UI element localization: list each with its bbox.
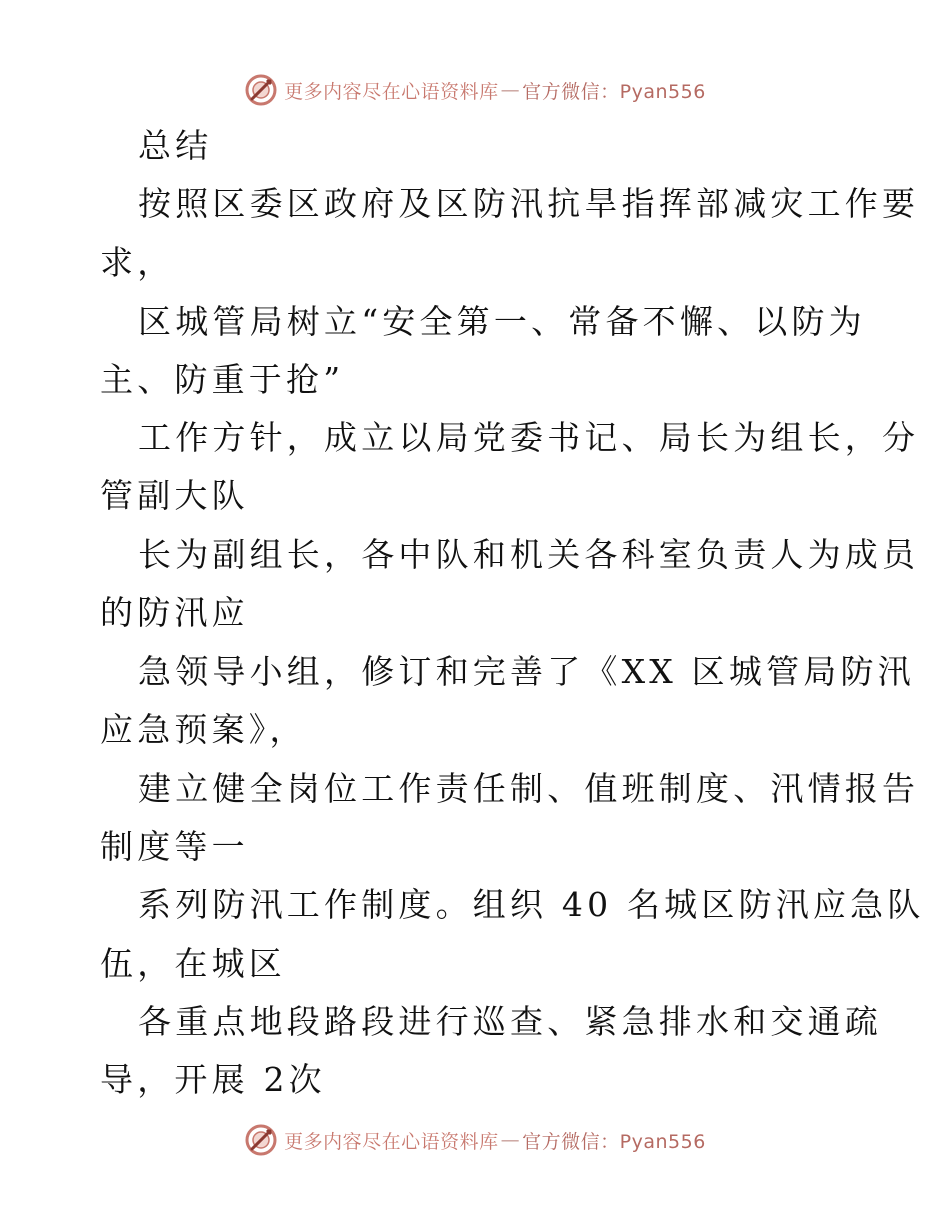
text-line: 急领导小组，修订和完善了《XX 区城管局防汛: [138, 652, 915, 691]
text-line: 管副大队: [100, 476, 249, 515]
text-line: 制度等一: [100, 827, 249, 866]
watermark-text: 更多内容尽在心语资料库: [284, 1130, 499, 1153]
text-line: 应急预案》，: [100, 710, 307, 749]
watermark-wechat: 官方微信：Pyan556: [522, 80, 706, 103]
text-line: 伍，在城区: [100, 944, 286, 983]
watermark-separator: —: [500, 79, 521, 101]
watermark-wechat: 官方微信：Pyan556: [522, 1130, 706, 1153]
text-line: 导，开展 2次: [100, 1060, 326, 1099]
watermark-separator: —: [500, 1129, 521, 1151]
text-line: 长为副组长，各中队和机关各科室负责人为成员: [138, 535, 920, 574]
pen-seal-icon: [244, 1123, 278, 1157]
text-line: 按照区委区政府及区防汛抗旱指挥部减灾工作要: [138, 184, 920, 223]
text-line: 求，: [100, 243, 175, 282]
pen-seal-icon: [244, 73, 278, 107]
text-line: 的防汛应: [100, 593, 249, 632]
header-watermark: [0, 70, 950, 110]
text-line: 各重点地段路段进行巡查、紧急排水和交通疏: [138, 1002, 882, 1041]
footer-watermark: [0, 1120, 950, 1160]
text-line: 建立健全岗位工作责任制、值班制度、汛情报告: [138, 769, 920, 808]
text-line: 工作方针，成立以局党委书记、局长为组长，分: [138, 418, 920, 457]
text-line: 系列防汛工作制度。组织 40 名城区防汛应急队: [138, 885, 925, 924]
watermark-text: 更多内容尽在心语资料库: [284, 80, 499, 103]
text-line: 区城管局树立“安全第一、常备不懈、以防为: [138, 302, 866, 341]
text-line: 主、防重于抢”: [100, 360, 345, 399]
text-line: 总结: [138, 126, 213, 165]
